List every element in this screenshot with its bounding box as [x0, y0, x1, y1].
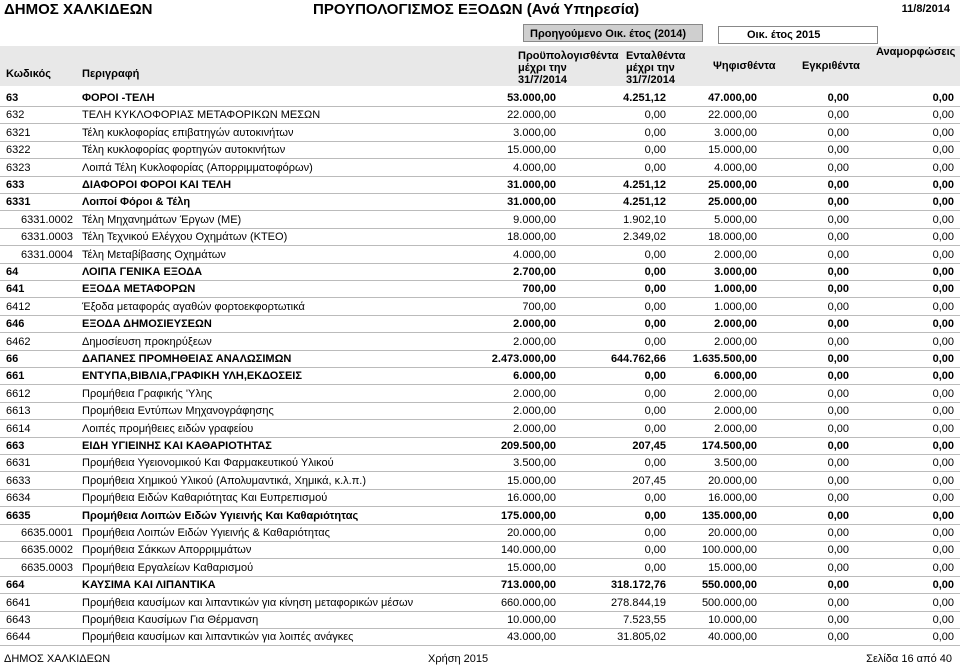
row-budgeted: 31.000,00: [507, 196, 556, 209]
row-committed: 0,00: [644, 161, 666, 174]
row-budgeted: 15.000,00: [507, 144, 556, 157]
row-approved: 0,00: [827, 196, 849, 209]
row-description: Τέλη κυκλοφορίας επιβατηγών αυτοκινήτων: [82, 126, 294, 139]
col-desc: Περιγραφή: [82, 68, 140, 80]
table-row: [0, 160, 960, 177]
row-approved: 0,00: [827, 109, 849, 122]
row-voted: 1.635.500,00: [692, 353, 757, 365]
row-description: ΕΞΟΔΑ ΔΗΜΟΣΙΕΥΣΕΩΝ: [82, 318, 212, 331]
row-voted: 5.000,00: [714, 213, 757, 226]
row-revisions: 0,00: [932, 144, 954, 157]
row-committed: 0,00: [644, 457, 666, 470]
row-approved: 0,00: [827, 422, 849, 435]
row-approved: 0,00: [827, 144, 849, 157]
row-approved: 0,00: [827, 318, 849, 331]
row-approved: 0,00: [827, 492, 849, 505]
table-row: [0, 473, 960, 490]
row-revisions: 0,00: [932, 179, 954, 191]
row-revisions: 0,00: [932, 353, 954, 365]
row-description: Προμήθεια καυσίμων και λιπαντικών για λοιπές ανάγκες: [82, 631, 354, 644]
row-description: Προμήθεια Χημικού Υλικού (Απολυμαντικά, Χημικά, κ.λ.π.): [82, 474, 366, 487]
row-voted: 20.000,00: [708, 527, 757, 539]
row-budgeted: 53.000,00: [507, 92, 556, 104]
row-approved: 0,00: [827, 561, 849, 574]
row-budgeted: 2.000,00: [513, 387, 556, 400]
row-approved: 0,00: [827, 474, 849, 487]
row-approved: 0,00: [827, 579, 849, 592]
row-description: ΚΑΥΣΙΜΑ ΚΑΙ ΛΙΠΑΝΤΙΚΑ: [82, 579, 216, 592]
row-voted: 3.500,00: [714, 457, 757, 470]
row-budgeted: 2.473.000,00: [491, 353, 556, 365]
report-date: 11/8/2014: [901, 3, 950, 15]
row-description: Λοιποί Φόροι & Τέλη: [82, 196, 191, 209]
row-revisions: 0,00: [932, 457, 954, 470]
row-code: 632: [6, 109, 25, 122]
row-budgeted: 2.000,00: [513, 422, 556, 435]
row-budgeted: 18.000,00: [507, 231, 556, 244]
table-row: [0, 194, 960, 211]
row-revisions: 0,00: [932, 527, 954, 539]
row-committed: 1.902,10: [623, 213, 666, 226]
row-code: 6322: [6, 144, 31, 157]
row-code: 6613: [6, 405, 31, 418]
row-description: ΕΝΤΥΠΑ,ΒΙΒΛΙΑ,ΓΡΑΦΙΚΗ ΥΛΗ,ΕΚΔΟΣΕΙΣ: [82, 370, 302, 383]
row-code: 6321: [6, 126, 31, 139]
table-row: [0, 177, 960, 194]
row-voted: 135.000,00: [701, 509, 757, 522]
row-committed: 0,00: [644, 509, 666, 522]
table-row: [0, 351, 960, 368]
row-voted: 2.000,00: [714, 405, 757, 418]
row-budgeted: 700,00: [522, 300, 556, 313]
table-row: [0, 229, 960, 246]
row-code: 663: [6, 440, 25, 452]
row-approved: 0,00: [827, 370, 849, 383]
row-voted: 10.000,00: [708, 614, 757, 626]
row-code: 641: [6, 283, 25, 296]
row-code: 6331: [6, 196, 31, 209]
row-code: 6641: [6, 596, 31, 609]
row-code: 6643: [6, 614, 31, 626]
row-budgeted: 31.000,00: [507, 179, 556, 191]
row-approved: 0,00: [827, 335, 849, 348]
row-budgeted: 713.000,00: [500, 579, 556, 592]
col-b: Ενταλθέντα μέχρι την 31/7/2014: [626, 50, 686, 86]
row-approved: 0,00: [827, 283, 849, 296]
table-row: [0, 316, 960, 333]
row-voted: 500.000,00: [701, 596, 757, 609]
row-code: 6614: [6, 422, 31, 435]
col-d: Εγκριθέντα: [802, 60, 860, 72]
row-revisions: 0,00: [932, 161, 954, 174]
row-revisions: 0,00: [932, 387, 954, 400]
row-committed: 0,00: [644, 109, 666, 122]
row-description: Προμήθεια Γραφικής 'Υλης: [82, 387, 213, 400]
row-approved: 0,00: [827, 266, 849, 278]
row-revisions: 0,00: [932, 509, 954, 522]
row-voted: 22.000,00: [708, 109, 757, 122]
row-description: Προμήθεια Εντύπων Μηχανογράφησης: [82, 405, 274, 418]
row-voted: 15.000,00: [708, 561, 757, 574]
row-revisions: 0,00: [932, 213, 954, 226]
footer-page: Σελίδα 16 από 40: [866, 653, 952, 665]
row-budgeted: 3.500,00: [513, 457, 556, 470]
row-committed: 0,00: [644, 544, 666, 557]
row-committed: 0,00: [644, 248, 666, 261]
row-voted: 16.000,00: [708, 492, 757, 505]
row-revisions: 0,00: [932, 579, 954, 592]
row-budgeted: 4.000,00: [513, 248, 556, 261]
row-budgeted: 700,00: [522, 283, 556, 296]
row-code: 6331.0004: [21, 248, 73, 261]
col-e: Αναμορφώσεις: [876, 46, 956, 58]
row-description: ΦΟΡΟΙ -ΤΕΛΗ: [82, 92, 155, 104]
row-budgeted: 10.000,00: [507, 614, 556, 626]
row-description: ΛΟΙΠΑ ΓΕΝΙΚΑ ΕΞΟΔΑ: [82, 266, 203, 278]
row-description: Προμήθεια Ειδών Καθαριότητας Και Ευπρεπισμού: [82, 492, 328, 505]
prev-year-label: Προηγούμενο Οικ. έτος (2014): [523, 24, 703, 42]
row-budgeted: 660.000,00: [500, 596, 556, 609]
row-approved: 0,00: [827, 405, 849, 418]
row-committed: 31.805,02: [617, 631, 666, 644]
row-committed: 0,00: [644, 561, 666, 574]
table-row: [0, 629, 960, 646]
table-row: [0, 612, 960, 629]
row-approved: 0,00: [827, 179, 849, 191]
footer-usage: Χρήση 2015: [428, 653, 489, 665]
row-voted: 6.000,00: [714, 370, 757, 383]
table-row: [0, 386, 960, 403]
table-row: [0, 438, 960, 455]
row-code: 6635.0001: [21, 527, 73, 539]
row-description: Τέλη κυκλοφορίας φορτηγών αυτοκινήτων: [82, 144, 286, 157]
table-row: [0, 595, 960, 612]
row-committed: 0,00: [644, 527, 666, 539]
table-row: [0, 368, 960, 385]
row-voted: 40.000,00: [708, 631, 757, 644]
row-budgeted: 175.000,00: [500, 509, 556, 522]
row-revisions: 0,00: [932, 614, 954, 626]
table-row: [0, 455, 960, 472]
row-code: 661: [6, 370, 25, 383]
row-committed: 0,00: [644, 144, 666, 157]
row-voted: 100.000,00: [701, 544, 757, 557]
row-voted: 2.000,00: [714, 318, 757, 331]
row-revisions: 0,00: [932, 440, 954, 452]
row-committed: 4.251,12: [623, 92, 666, 104]
row-code: 6331.0003: [21, 231, 73, 244]
table-row: [0, 334, 960, 351]
table-row: [0, 142, 960, 159]
table-row: [0, 508, 960, 525]
row-code: 6612: [6, 387, 31, 400]
table-row: [0, 560, 960, 577]
row-description: Λοιπά Τέλη Κυκλοφορίας (Απορριμματοφόρων): [82, 161, 313, 174]
col-c: Ψηφισθέντα: [713, 60, 776, 72]
row-approved: 0,00: [827, 614, 849, 626]
row-description: Προμήθεια Λοιπών Ειδών Υγιεινής Και Καθαριότητας: [82, 509, 359, 522]
row-approved: 0,00: [827, 527, 849, 539]
row-description: ΔΑΠΑΝΕΣ ΠΡΟΜΗΘΕΙΑΣ ΑΝΑΛΩΣΙΜΩΝ: [82, 353, 292, 365]
row-voted: 3.000,00: [714, 126, 757, 139]
row-code: 6633: [6, 474, 31, 487]
row-committed: 0,00: [644, 266, 666, 278]
row-budgeted: 20.000,00: [507, 527, 556, 539]
row-code: 6634: [6, 492, 31, 505]
row-description: ΤΕΛΗ ΚΥΚΛΟΦΟΡΙΑΣ ΜΕΤΑΦΟΡΙΚΩΝ ΜΕΣΩΝ: [82, 109, 321, 122]
row-budgeted: 2.000,00: [513, 405, 556, 418]
row-committed: 0,00: [644, 126, 666, 139]
row-revisions: 0,00: [932, 248, 954, 261]
row-committed: 0,00: [644, 422, 666, 435]
row-committed: 4.251,12: [623, 179, 666, 191]
row-revisions: 0,00: [932, 300, 954, 313]
row-revisions: 0,00: [932, 370, 954, 383]
row-voted: 4.000,00: [714, 161, 757, 174]
row-code: 6331.0002: [21, 213, 73, 226]
row-approved: 0,00: [827, 353, 849, 365]
row-committed: 0,00: [644, 283, 666, 296]
table-row: [0, 403, 960, 420]
row-voted: 47.000,00: [708, 92, 757, 104]
row-revisions: 0,00: [932, 231, 954, 244]
row-voted: 18.000,00: [708, 231, 757, 244]
row-revisions: 0,00: [932, 561, 954, 574]
row-code: 6635: [6, 509, 31, 522]
row-budgeted: 6.000,00: [513, 370, 556, 383]
row-voted: 2.000,00: [714, 335, 757, 348]
row-revisions: 0,00: [932, 126, 954, 139]
row-committed: 7.523,55: [623, 614, 666, 626]
row-approved: 0,00: [827, 213, 849, 226]
row-budgeted: 3.000,00: [513, 126, 556, 139]
row-voted: 2.000,00: [714, 422, 757, 435]
row-approved: 0,00: [827, 457, 849, 470]
row-committed: 4.251,12: [623, 196, 666, 209]
row-code: 6462: [6, 335, 31, 348]
row-description: Δημοσίευση προκηρύξεων: [82, 335, 212, 348]
row-revisions: 0,00: [932, 92, 954, 104]
row-committed: 0,00: [644, 300, 666, 313]
row-committed: 2.349,02: [623, 231, 666, 244]
row-committed: 278.844,19: [610, 596, 666, 609]
row-committed: 0,00: [644, 405, 666, 418]
table-row: [0, 125, 960, 142]
row-code: 664: [6, 579, 25, 592]
footer-org: ΔΗΜΟΣ ΧΑΛΚΙΔΕΩΝ: [4, 653, 111, 665]
row-budgeted: 16.000,00: [507, 492, 556, 505]
row-revisions: 0,00: [932, 596, 954, 609]
table-header: [0, 24, 960, 88]
row-budgeted: 43.000,00: [507, 631, 556, 644]
row-committed: 644.762,66: [610, 353, 666, 365]
row-approved: 0,00: [827, 631, 849, 644]
row-approved: 0,00: [827, 248, 849, 261]
row-committed: 207,45: [632, 440, 666, 452]
row-voted: 1.000,00: [714, 283, 757, 296]
row-description: Τέλη Μηχανημάτων Έργων (ΜΕ): [82, 213, 242, 226]
row-approved: 0,00: [827, 509, 849, 522]
table-row: [0, 525, 960, 542]
table-row: [0, 577, 960, 594]
curr-year-label: Οικ. έτος 2015: [718, 26, 878, 44]
row-budgeted: 2.000,00: [513, 318, 556, 331]
col-code: Κωδικός: [6, 68, 51, 80]
row-budgeted: 140.000,00: [500, 544, 556, 557]
row-voted: 25.000,00: [708, 196, 757, 209]
row-approved: 0,00: [827, 92, 849, 104]
row-description: Τέλη Τεχνικού Ελέγχου Οχημάτων (ΚΤΕΟ): [82, 231, 288, 244]
row-code: 63: [6, 92, 19, 104]
row-budgeted: 2.000,00: [513, 335, 556, 348]
table-row: [0, 421, 960, 438]
row-committed: 0,00: [644, 335, 666, 348]
row-voted: 174.500,00: [701, 440, 757, 452]
row-budgeted: 15.000,00: [507, 474, 556, 487]
table-row: [0, 247, 960, 264]
row-revisions: 0,00: [932, 196, 954, 209]
row-code: 6644: [6, 631, 31, 644]
row-description: Προμήθεια Λοιπών Ειδών Υγιεινής & Καθαριότητας: [82, 527, 330, 539]
row-code: 646: [6, 318, 25, 331]
report-title: ΠΡΟΥΠΟΛΟΓΙΣΜΟΣ ΕΞΟΔΩΝ (Ανά Υπηρεσία): [313, 1, 640, 18]
report-footer: [0, 653, 960, 667]
row-budgeted: 15.000,00: [507, 561, 556, 574]
row-description: Έξοδα μεταφοράς αγαθών φορτοεκφορτωτικά: [82, 300, 305, 313]
row-revisions: 0,00: [932, 422, 954, 435]
row-revisions: 0,00: [932, 544, 954, 557]
row-code: 6412: [6, 300, 31, 313]
table-row: [0, 542, 960, 559]
row-committed: 207,45: [632, 474, 666, 487]
row-revisions: 0,00: [932, 631, 954, 644]
row-code: 6631: [6, 457, 31, 470]
table-row: [0, 490, 960, 507]
row-description: Προμήθεια καυσίμων και λιπαντικών για κίνηση μεταφορικών μέσων: [82, 596, 414, 609]
table-row: [0, 281, 960, 298]
row-approved: 0,00: [827, 126, 849, 139]
row-approved: 0,00: [827, 596, 849, 609]
row-approved: 0,00: [827, 161, 849, 174]
row-budgeted: 209.500,00: [500, 440, 556, 452]
row-code: 66: [6, 353, 19, 365]
row-budgeted: 22.000,00: [507, 109, 556, 122]
row-voted: 2.000,00: [714, 248, 757, 261]
row-revisions: 0,00: [932, 283, 954, 296]
row-voted: 20.000,00: [708, 474, 757, 487]
row-revisions: 0,00: [932, 474, 954, 487]
row-voted: 2.000,00: [714, 387, 757, 400]
row-revisions: 0,00: [932, 318, 954, 331]
row-committed: 0,00: [644, 370, 666, 383]
row-revisions: 0,00: [932, 405, 954, 418]
row-description: Προμήθεια Υγειονομικού Και Φαρμακευτικού Υλικού: [82, 457, 334, 470]
row-approved: 0,00: [827, 231, 849, 244]
row-description: ΕΙΔΗ ΥΓΙΕΙΝΗΣ ΚΑΙ ΚΑΘΑΡΙΟΤΗΤΑΣ: [82, 440, 272, 452]
row-code: 633: [6, 179, 25, 191]
row-revisions: 0,00: [932, 109, 954, 122]
row-approved: 0,00: [827, 387, 849, 400]
row-code: 6635.0003: [21, 561, 73, 574]
row-voted: 1.000,00: [714, 300, 757, 313]
row-committed: 0,00: [644, 387, 666, 400]
org-name: ΔΗΜΟΣ ΧΑΛΚΙΔΕΩΝ: [4, 1, 153, 18]
row-committed: 318.172,76: [610, 579, 666, 592]
table-row: [0, 264, 960, 281]
row-code: 64: [6, 266, 19, 278]
row-code: 6323: [6, 161, 31, 174]
row-approved: 0,00: [827, 440, 849, 452]
row-description: Τέλη Μεταβίβασης Οχημάτων: [82, 248, 226, 261]
row-voted: 25.000,00: [708, 179, 757, 191]
row-voted: 15.000,00: [708, 144, 757, 157]
row-description: Προμήθεια Καυσίμων Για Θέρμανση: [82, 614, 259, 626]
row-approved: 0,00: [827, 544, 849, 557]
row-revisions: 0,00: [932, 492, 954, 505]
report-header: [0, 0, 960, 20]
row-budgeted: 4.000,00: [513, 161, 556, 174]
row-code: 6635.0002: [21, 544, 73, 557]
row-committed: 0,00: [644, 492, 666, 505]
row-description: ΔΙΑΦΟΡΟΙ ΦΟΡΟΙ ΚΑΙ ΤΕΛΗ: [82, 179, 232, 191]
row-revisions: 0,00: [932, 266, 954, 278]
row-approved: 0,00: [827, 300, 849, 313]
row-revisions: 0,00: [932, 335, 954, 348]
row-description: ΕΞΟΔΑ ΜΕΤΑΦΟΡΩΝ: [82, 283, 196, 296]
col-a: Προϋπολογισθέντα μέχρι την 31/7/2014: [518, 50, 619, 86]
table-row: [0, 299, 960, 316]
row-description: Προμήθεια Εργαλείων Καθαρισμού: [82, 561, 254, 574]
table-row: [0, 90, 960, 107]
row-voted: 3.000,00: [714, 266, 757, 278]
row-description: Προμήθεια Σάκκων Απορριμμάτων: [82, 544, 252, 557]
table-row: [0, 107, 960, 124]
row-budgeted: 2.700,00: [513, 266, 556, 278]
row-voted: 550.000,00: [701, 579, 757, 592]
row-committed: 0,00: [644, 318, 666, 331]
row-budgeted: 9.000,00: [513, 213, 556, 226]
table-row: [0, 212, 960, 229]
row-description: Λοιπές προμήθειες ειδών γραφείου: [82, 422, 254, 435]
